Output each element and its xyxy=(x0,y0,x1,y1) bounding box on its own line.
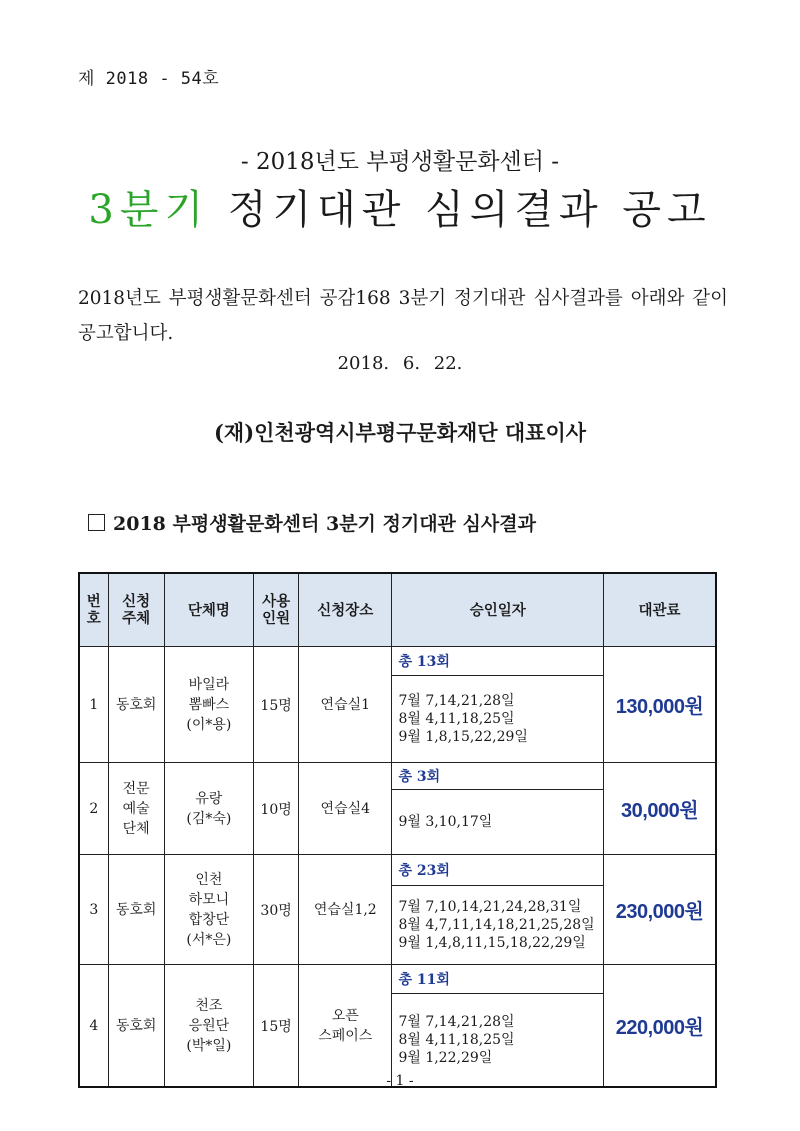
cell-applicant-line: 단체 xyxy=(122,820,150,837)
cell-group-line: (박*일) xyxy=(186,1037,232,1054)
cell-place-line: 연습실1 xyxy=(320,696,371,713)
approved-date-line: 9월 1,4,8,11,15,18,22,29일 xyxy=(398,935,586,951)
cell-no: 4 xyxy=(79,965,108,1088)
cell-approved-dates xyxy=(392,676,604,763)
cell-no: 1 xyxy=(79,647,108,763)
cell-place-line: 오픈 xyxy=(331,1007,359,1024)
cell-fee: 220,000원 xyxy=(604,965,716,1088)
cell-group xyxy=(164,647,253,763)
header-no: 번 호 xyxy=(79,573,108,647)
cell-applicant xyxy=(108,855,164,965)
subtitle: - 2018년도 부평생활문화센터 - xyxy=(240,149,560,175)
approved-date-line: 9월 1,22,29일 xyxy=(398,1050,493,1066)
cell-approved-dates xyxy=(392,886,604,965)
cell-group xyxy=(164,965,253,1088)
approved-date-line: 8월 4,11,18,25일 xyxy=(398,711,515,727)
cell-place-line: 스페이스 xyxy=(318,1027,373,1044)
cell-no: 2 xyxy=(79,763,108,855)
table-row xyxy=(79,763,716,790)
cell-group-line: 천조 xyxy=(195,997,223,1014)
cell-people: 10명 xyxy=(254,763,299,855)
title-highlight: 3분기 xyxy=(88,187,210,233)
cell-approved-dates xyxy=(392,790,604,855)
cell-total-count: 총 3회 xyxy=(392,763,604,790)
checkbox-icon xyxy=(88,514,105,531)
cell-group-line: (김*숙) xyxy=(186,810,232,827)
cell-place xyxy=(299,855,392,965)
cell-group xyxy=(164,855,253,965)
cell-total-count: 총 11회 xyxy=(392,965,604,994)
cell-applicant xyxy=(108,763,164,855)
approved-date-line: 7월 7,10,14,21,24,28,31일 xyxy=(398,899,582,915)
cell-applicant-line: 예술 xyxy=(122,800,150,817)
cell-fee: 30,000원 xyxy=(604,763,716,855)
header-fee: 대관료 xyxy=(604,573,716,647)
cell-group xyxy=(164,763,253,855)
page-title xyxy=(0,178,800,235)
table-row xyxy=(79,647,716,676)
cell-no: 3 xyxy=(79,855,108,965)
cell-group-line: 하모니 xyxy=(188,891,230,908)
cell-applicant-line: 동호회 xyxy=(115,901,157,918)
cell-group-line: (서*은) xyxy=(186,931,232,948)
cell-group-line: 합창단 xyxy=(188,911,230,928)
cell-fee: 230,000원 xyxy=(604,855,716,965)
cell-applicant xyxy=(108,965,164,1088)
cell-group-line: 바일라 xyxy=(188,676,230,693)
approved-date-line: 8월 4,11,18,25일 xyxy=(398,1032,515,1048)
header-group: 단체명 xyxy=(164,573,253,647)
cell-people: 15명 xyxy=(254,647,299,763)
cell-place xyxy=(299,965,392,1088)
cell-place xyxy=(299,763,392,855)
signer: (재)인천광역시부평구문화재단 대표이사 xyxy=(213,420,587,445)
results-table xyxy=(78,572,717,1088)
cell-applicant-line: 전문 xyxy=(122,780,150,797)
approved-date-line: 7월 7,14,21,28일 xyxy=(398,1014,515,1030)
cell-group-line: 인천 xyxy=(195,871,223,888)
cell-group-line: 뽐빠스 xyxy=(188,696,230,713)
cell-place-line: 연습실4 xyxy=(320,800,371,817)
cell-applicant xyxy=(108,647,164,763)
approved-date-line: 9월 1,8,15,22,29일 xyxy=(398,729,528,745)
cell-people: 15명 xyxy=(254,965,299,1088)
header-people: 사용 인원 xyxy=(254,573,299,647)
section-title xyxy=(88,509,536,536)
header-applicant: 신청 주체 xyxy=(108,573,164,647)
section-title-text: 2018 부평생활문화센터 3분기 정기대관 심사결과 xyxy=(113,513,536,535)
approved-date-line: 7월 7,14,21,28일 xyxy=(398,693,515,709)
approved-date-line: 8월 4,7,11,14,18,21,25,28일 xyxy=(398,917,595,933)
announcement-date: 2018. 6. 22. xyxy=(337,353,463,374)
approved-date-line: 9월 3,10,17일 xyxy=(398,814,493,830)
cell-applicant-line: 동호회 xyxy=(115,1017,157,1034)
title-rest: 정기대관 심의결과 공고 xyxy=(209,187,712,233)
table-row xyxy=(79,855,716,886)
header-place: 신청장소 xyxy=(299,573,392,647)
cell-total-count: 총 23회 xyxy=(392,855,604,886)
cell-group-line: 응원단 xyxy=(188,1017,230,1034)
page-number: - 1 - xyxy=(386,1073,414,1089)
table-row xyxy=(79,965,716,994)
cell-total-count: 총 13회 xyxy=(392,647,604,676)
cell-people: 30명 xyxy=(254,855,299,965)
cell-fee: 130,000원 xyxy=(604,647,716,763)
table-header-row xyxy=(79,573,716,647)
document-number: 제 2018 - 54호 xyxy=(78,69,220,89)
cell-place-line: 연습실1,2 xyxy=(313,901,377,918)
announcement-body: 2018년도 부평생활문화센터 공감168 3분기 정기대관 심사결과를 아래와 같이 공고합니다. xyxy=(78,288,728,344)
cell-group-line: 유랑 xyxy=(195,790,223,807)
header-dates: 승인일자 xyxy=(392,573,604,647)
cell-group-line: (이*용) xyxy=(186,716,232,733)
cell-applicant-line: 동호회 xyxy=(115,696,157,713)
cell-place xyxy=(299,647,392,763)
